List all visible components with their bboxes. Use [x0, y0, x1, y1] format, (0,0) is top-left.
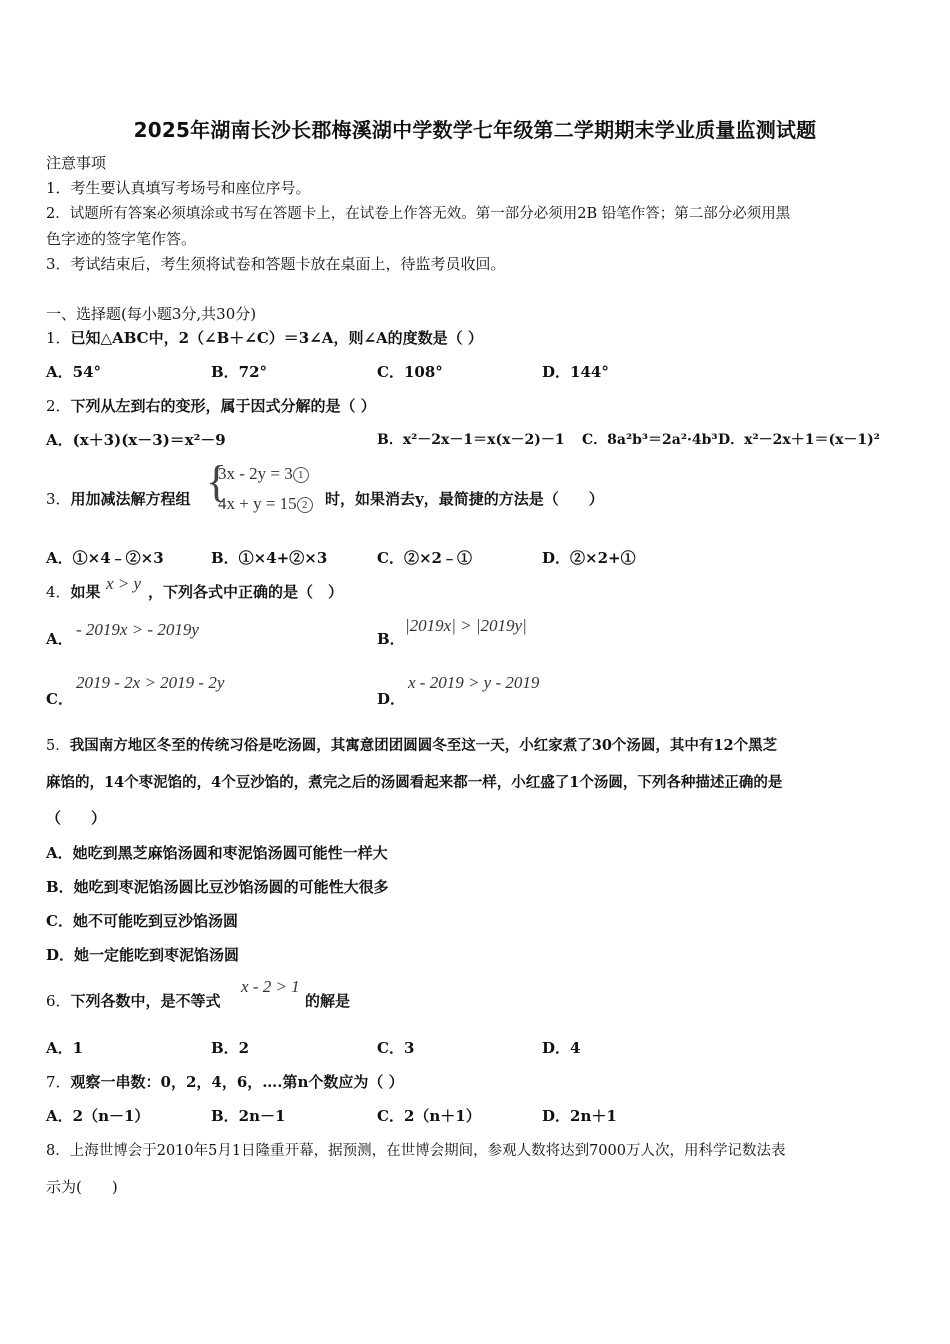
inequality-expression: x - 2 > 1	[241, 977, 300, 996]
question-1	[46, 327, 483, 348]
system-brace: {	[206, 457, 228, 506]
option-c: C．2（n＋1）	[377, 1107, 481, 1125]
question-text: 我国南方地区冬至的传统习俗是吃汤圆，其寓意团团圆圆冬至这一天，小红家煮了30个汤圆，其中有12个黑芝	[69, 737, 778, 754]
question-text-tail: 的解是	[305, 992, 351, 1010]
option-b: B．72°	[211, 363, 268, 381]
condition-expression: x > y	[106, 574, 142, 593]
circled-mark: 1	[293, 467, 309, 483]
question-6	[46, 990, 221, 1011]
option-a: A．(x＋3)(x－3)＝x²－9	[46, 431, 226, 449]
question-8-line-2: 示为( )	[46, 1178, 118, 1196]
question-number: 5．	[46, 738, 70, 754]
equation-2: 4x + y = 15 2	[218, 494, 313, 514]
option-a-expression: - 2019x > - 2019y	[76, 620, 199, 639]
notice-item: 2．试题所有答案必须填涂或书写在答题卡上，在试卷上作答无效。第一部分必须用2B 铅笔作答；第二部分必须用黑	[46, 206, 791, 222]
option-d: D．4	[542, 1039, 581, 1057]
option-c: C．她不可能吃到豆沙馅汤圆	[46, 912, 238, 930]
question-4	[46, 581, 101, 602]
notice-item: 1．考生要认真填写考场号和座位序号。	[46, 179, 311, 197]
option-b-expression: |2019x| > |2019y|	[405, 616, 527, 635]
question-text: 下列从左到右的变形，属于因式分解的是（ ）	[70, 397, 376, 415]
question-2	[46, 395, 376, 416]
circled-mark: 2	[297, 497, 313, 513]
question-number: 1．	[46, 329, 71, 347]
question-number: 7．	[46, 1073, 71, 1091]
option-b: B．她吃到枣泥馅汤圆比豆沙馅汤圆的可能性大很多	[46, 878, 389, 896]
notice-item: 色字迹的签字笔作答。	[46, 230, 197, 248]
question-number: 6．	[46, 992, 71, 1010]
question-text: 用加减法解方程组	[70, 490, 191, 508]
question-number: 8．	[46, 1143, 70, 1159]
question-text: 观察一串数：0，2，4，6，….第n个数应为（ ）	[70, 1073, 404, 1091]
option-b-label: B．	[377, 630, 405, 648]
question-5-line-3: （ ）	[46, 809, 107, 827]
option-a: A．54°	[46, 363, 102, 381]
option-d-expression: x - 2019 > y - 2019	[408, 673, 540, 692]
option-d: D．②×2+①	[542, 549, 636, 567]
option-a: A．2（n－1）	[46, 1107, 150, 1125]
option-b: B．x²－2x－1＝x(x－2)－1	[377, 432, 565, 448]
option-c-expression: 2019 - 2x > 2019 - 2y	[76, 673, 225, 692]
option-b: B．①×4+②×3	[211, 549, 328, 567]
question-3	[46, 488, 191, 509]
question-number: 4．	[46, 583, 71, 601]
option-d: D．她一定能吃到枣泥馅汤圆	[46, 946, 240, 964]
option-b: B．2	[211, 1039, 250, 1057]
question-5-line-2: 麻馅的，14个枣泥馅的，4个豆沙馅的，煮完之后的汤圆看起来都一样，小红盛了1个汤圆，下列各种描述正确的是	[46, 774, 783, 791]
option-a: A．1	[46, 1039, 84, 1057]
option-d: D．144°	[542, 363, 609, 381]
question-text: 如果	[70, 583, 101, 601]
equation-1: 3x - 2y = 3 1	[218, 464, 309, 484]
page-title: 2025年湖南长沙长郡梅溪湖中学数学七年级第二学期期末学业质量监测试题	[133, 118, 817, 142]
question-5	[46, 734, 777, 755]
option-d-label: D．	[377, 690, 406, 708]
option-a: A．她吃到黑芝麻馅汤圆和枣泥馅汤圆可能性一样大	[46, 844, 388, 862]
option-a: A．①×4﹣②×3	[46, 549, 164, 567]
option-c: C．3	[377, 1039, 415, 1057]
option-c-label: C．	[46, 690, 73, 708]
option-c: C．8a²b³＝2a²·4b³	[582, 432, 718, 448]
option-c: C．108°	[377, 363, 443, 381]
question-text: 已知△ABC中，2（∠B＋∠C）＝3∠A，则∠A的度数是（ ）	[70, 329, 483, 347]
option-d: D．2n＋1	[542, 1107, 617, 1125]
notice-heading: 注意事项	[46, 154, 107, 172]
question-text-tail: 时，如果消去y，最简捷的方法是（ ）	[325, 490, 604, 508]
question-text: 上海世博会于2010年5月1日隆重开幕，据预测，在世博会期间，参观人数将达到7000万人次，用科学记数法表	[69, 1143, 786, 1159]
option-d: D．x²－2x＋1＝(x－1)²	[718, 432, 880, 448]
question-8	[46, 1139, 785, 1160]
option-c: C．②×2﹣①	[377, 549, 472, 567]
option-b: B．2n－1	[211, 1107, 286, 1125]
question-number: 3．	[46, 490, 71, 508]
question-text-tail: ，下列各式中正确的是（ ）	[148, 583, 344, 601]
option-a-label: A．	[46, 630, 73, 648]
section-heading: 一、选择题(每小题3分,共30分)	[46, 305, 257, 323]
question-text: 下列各数中，是不等式	[70, 992, 221, 1010]
notice-item: 3．考试结束后，考生须将试卷和答题卡放在桌面上，待监考员收回。	[46, 255, 506, 273]
question-number: 2．	[46, 397, 71, 415]
question-7	[46, 1071, 404, 1092]
